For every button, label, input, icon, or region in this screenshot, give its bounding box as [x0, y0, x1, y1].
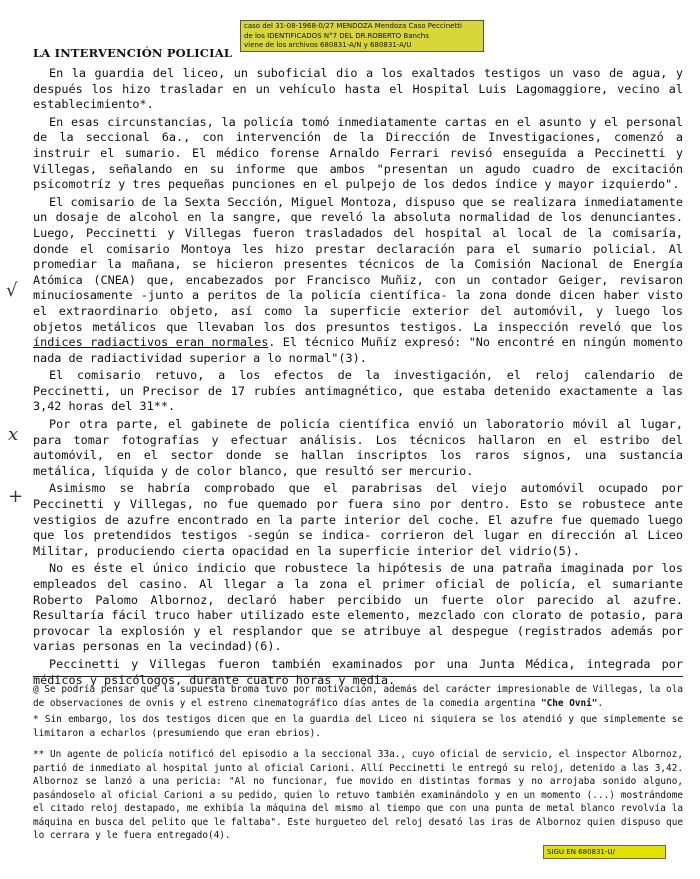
paragraph-2: En esas circunstancias, la policía tomó inmediatamente cartas en el asunto y el personal de la seccional 6a., con intervención de la Dirección de Investigaciones, comenzó a instruir el sumario. El médico forense Arnaldo Ferrari revisó enseguida a Peccinetti y Villegas, señalando en su informe que ambos "presentan un agudo cuadro de excitación psicomotríz y tres pequeñas punciones en el pulpejo de los dedos índice y mayor izquierdo". — [33, 114, 683, 192]
footnote-at-end: . — [597, 697, 604, 709]
margin-mark-plus: + — [8, 486, 24, 507]
stamp-line-1: caso del 31-08-1968-0/27 MENDOZA Mendoza Caso Peccinetti — [244, 22, 462, 30]
paragraph-3-text-a: El comisario de la Sexta Sección, Miguel Montoza, dispuso que se realizara inmediatamente un dosaje de alcohol en la sangre, que reveló la absoluta normalidad de los denunciantes. Luego, Peccinetti y Villegas fueron trasladados del hospital al local de la comisaría, donde el comisario Montoya les hizo prestar declaración para el sumario policial. Al promediar la mañana, se hicieron presentes técnicos de la Comisión Nacional de Energía Atómica (CNEA) que, encabezados por Francisco Muñiz, con un contador Geiger, revisaron minuciosamente -junto a peritos de la policía científica- la zona donde dicen haber visto el extraordinario objeto, así como la superficie exterior del automóvil, y luego los objetos metálicos que llevaban los dos presuntos testigos. La inspección reveló que los — [33, 194, 683, 334]
margin-mark-x: x — [8, 424, 19, 445]
paragraph-8: Peccinetti y Villegas fueron también examinados por una Junta Médica, integrada por médicos y psicólogos, durante cuatro horas y media. — [33, 656, 683, 687]
paragraph-3-text-b: . El técnico Muñíz expresó: "No encontré en ningún momento nada de radiactividad superior a lo normal"(3). — [33, 335, 683, 365]
margin-mark-check: √ — [6, 280, 18, 301]
paragraph-4: El comisario retuvo, a los efectos de la investigación, el reloj calendario de Peccinetti, un Precisor de 17 rubíes antimagnético, que estaba detenido exactamente a las 3,42 horas del 31**. — [33, 368, 683, 414]
paragraph-6: Asimismo se habría comprobado que el parabrisas del viejo automóvil ocupado por Peccinetti y Villegas, no fue quemado por fuera sino por dentro. Esto se robustece ante vestigios de azufre encontrado en la parte interior del coche. El azufre fue quemado luego que los pretendidos testigos -según se indica- corrieron del lugar en dirección al Liceo Militar, produciendo cierta opacidad en la superficie interior del vidrio(5). — [33, 481, 683, 558]
footnote-divider — [33, 676, 683, 677]
section-title: LA INTERVENCIÓN POLICIAL — [33, 46, 233, 60]
stamp-line-3: viene de los archivos 680831-A/N y 680831-A/U — [244, 41, 412, 49]
continuation-stamp: SIGU EN 680831-U/ — [543, 845, 666, 859]
footnote-asterisk: * Sin embargo, los dos testigos dicen que en la guardia del Liceo ni siquiera se los atendió y que simplemente se limitaron a echarlos (presumiendo que eran ebrios). — [33, 714, 683, 739]
footnote-at — [33, 683, 683, 710]
footnote-double-asterisk: ** Un agente de policía notificó del episodio a la seccional 33a., cuyo oficial de servicio, el inspector Albornoz, partió de inmediato al hospital junto al oficial Carioni. Allí Peccinetti le entregó su reloj, detenido a las 3,42. Albornoz se lanzó a una pericia: "Al no funcionar, fue movido en distintas formas y no arrojaba sonido alguno, pasándoselo al oficial Carioni a su pedido, quien lo retuvo también examinándolo y en un momento (...) mostrándome el citado reloj destapado, me exhibía la máquina del mismo al tiempo que con una punta de metal blanco revolvía la máquina en busca del pelito que le faltaba". Este hurgueteo del reloj desató las iras de Albornoz quien dispuso que lo cerrara y le fuera entregado(4). — [33, 749, 683, 841]
underlined-phrase: índices radiactivos eran normales — [33, 335, 269, 350]
paragraph-5: Por otra parte, el gabinete de policía científica envió un laboratorio móvil al lugar, para tomar fotografías y efectuar análisis. Los técnicos hallaron en el estribo del automóvil, en el sector donde se hallan inscriptos los raros signos, una sustancia metálica, líquida y de color blanco, que resultó ser mercurio. — [33, 417, 683, 478]
stamp-line-2: de los IDENTIFICADOS N°7 DEL DR.ROBERTO Banchs — [244, 31, 429, 40]
archive-stamp — [240, 20, 484, 52]
footnotes — [33, 683, 683, 846]
paragraph-3 — [33, 195, 683, 367]
footnote-at-text: @ Se podría pensar que la supuesta broma tuvo por motivación, además del carácter impresionable de Villegas, la ola de observaciones de ovnis y el estreno cinematográfico días antes de la comedia argentina — [33, 684, 683, 709]
paragraph-1: En la guardia del liceo, un suboficial dio a los exaltados testigos un vaso de agua, y después los hizo trasladar en un vehículo hasta el Hospital Luis Lagomaggiore, vecino al establecimiento*. — [33, 66, 683, 112]
paragraph-7: No es éste el único indicio que robustece la hipótesis de una patraña imaginada por los empleados del casino. Al llegar a la zona el primer oficial de policía, el sumariante Roberto Palomo Albornoz, declaró haber percibido un fuerte olor parecido al azufre. Resultaría fácil truco haber utilizado este elemento, mezclado con clorato de potasio, para provocar la explosión y el resplandor que se atribuye al despegue (registrados además por varias personas en la vecindad)(6). — [33, 561, 683, 654]
body-text — [33, 66, 683, 688]
film-title: "Che Ovni" — [541, 697, 598, 709]
